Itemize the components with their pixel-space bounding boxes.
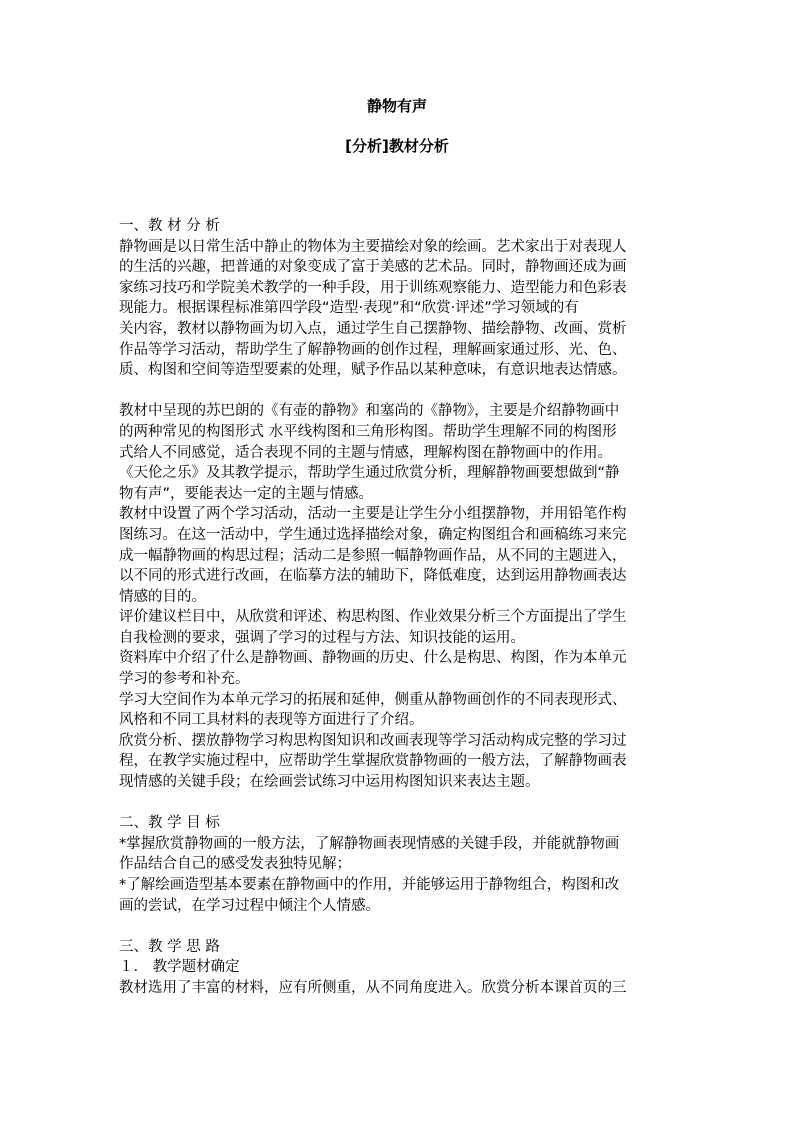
paragraph-gap	[119, 916, 689, 937]
paragraph-line: 的两种常见的构图形式 水平线构图和三角形构图。帮助学生理解不同的构图形	[119, 423, 617, 440]
paragraph-line: 资料库中介绍了什么是静物画、静物画的历史、什么是构思、构图，作为本单元	[119, 650, 627, 667]
paragraph-line: 学习大空间作为本单元学习的拓展和延伸，侧重从静物画创作的不同表现形式、	[119, 691, 627, 708]
paragraph-line: 式给人不同感觉，适合表现不同的主题与情感，理解构图在静物画中的作用。	[119, 444, 612, 461]
document-subtitle: [分析]教材分析	[345, 137, 449, 155]
paragraph-line: 成一幅静物画的构思过程；活动二是参照一幅静物画作品，从不同的主题进入，	[119, 547, 627, 564]
paragraph-line: 质、构图和空间等造型要素的处理，赋予作品以某种意味，有意识地表达情感。	[119, 362, 627, 379]
paragraph-line: 教材选用了丰富的材料，应有所侧重，从不同角度进入。欣赏分析本课首页的三	[119, 979, 627, 996]
paragraph-line: 作品结合自己的感受发表独特见解；	[119, 856, 351, 873]
paragraph-line: 教材中呈现的苏巴朗的《有壶的静物》和塞尚的《静物》，主要是介绍静物画中	[119, 403, 620, 420]
section-heading-textbook-analysis: 一、教 材 分 析	[119, 218, 220, 234]
paragraph-line: 关内容，教材以静物画为切入点，通过学生自己摆静物、描绘静物、改画、赏析	[119, 320, 627, 337]
paragraph-line: 静物画是以日常生活中静止的物体为主要描绘对象的绘画。艺术家出于对表现人	[119, 238, 627, 255]
paragraph-line: 自我检测的要求，强调了学习的过程与方法、知识技能的运用。	[119, 629, 525, 646]
section-heading-teaching-goals: 二、教 学 目 标	[119, 815, 220, 832]
paragraph-line: 物有声”，要能表达一定的主题与情感。	[119, 485, 374, 502]
paragraph-line: 的生活的兴趣，把普通的对象变成了富于美感的艺术品。同时，静物画还成为画	[119, 259, 627, 276]
paragraph-line: 作品等学习活动，帮助学生了解静物画的创作过程，理解画家通过形、光、色、	[119, 341, 627, 358]
paragraph-line: *掌握欣赏静物画的一般方法，了解静物画表现情感的关键手段，并能就静物画	[119, 835, 620, 852]
paragraph-line: 教材中设置了两个学习活动，活动一主要是让学生分小组摆静物，并用铅笔作构	[119, 506, 627, 523]
paragraph-line: 图练习。在这一活动中，学生通过选择描绘对象，确定构图组合和画稿练习来完	[119, 526, 627, 543]
paragraph-line: *了解绘画造型基本要素在静物画中的作用，并能够运用于静物组合，构图和改	[119, 877, 620, 893]
document-body	[119, 216, 689, 999]
paragraph-line: 评价建议栏目中，从欣赏和评述、构思构图、作业效果分析三个方面提出了学生	[119, 609, 627, 626]
paragraph-line: 现能力。根据课程标准第四学段“造型·表现”和“欣赏·评述”学习领域的有	[119, 300, 579, 317]
paragraph-line: 风格和不同工具材料的表现等方面进行了介绍。	[119, 712, 424, 729]
subsection-heading: １． 教学题材确定	[119, 959, 240, 976]
paragraph-line: 情感的目的。	[119, 588, 206, 605]
paragraph-line: 以不同的形式进行改画，在临摹方法的辅助下，降低难度，达到运用静物画表达	[119, 568, 627, 585]
section-heading-teaching-approach: 三、教 学 思 路	[119, 938, 220, 955]
paragraph-line: 《天伦之乐》及其教学提示，帮助学生通过欣赏分析，理解静物画要想做到“静	[119, 465, 620, 482]
paragraph-gap	[119, 793, 689, 814]
paragraph-gap	[119, 381, 689, 402]
paragraph-line: 现情感的关键手段；在绘画尝试练习中运用构图知识来表达主题。	[119, 774, 540, 791]
paragraph-line: 欣赏分析、摆放静物学习构思构图知识和改画表现等学习活动构成完整的学习过	[119, 732, 627, 749]
paragraph-line: 家练习技巧和学院美术教学的一种手段，用于训练观察能力、造型能力和色彩表	[119, 279, 627, 296]
paragraph-line: 学习的参考和补充。	[119, 671, 250, 688]
paragraph-line: 程，在教学实施过程中，应帮助学生掌握欣赏静物画的一般方法，了解静物画表	[119, 753, 627, 770]
paragraph-line: 画的尝试，在学习过程中倾注个人情感。	[119, 897, 380, 914]
document-title: 静物有声	[366, 97, 427, 115]
